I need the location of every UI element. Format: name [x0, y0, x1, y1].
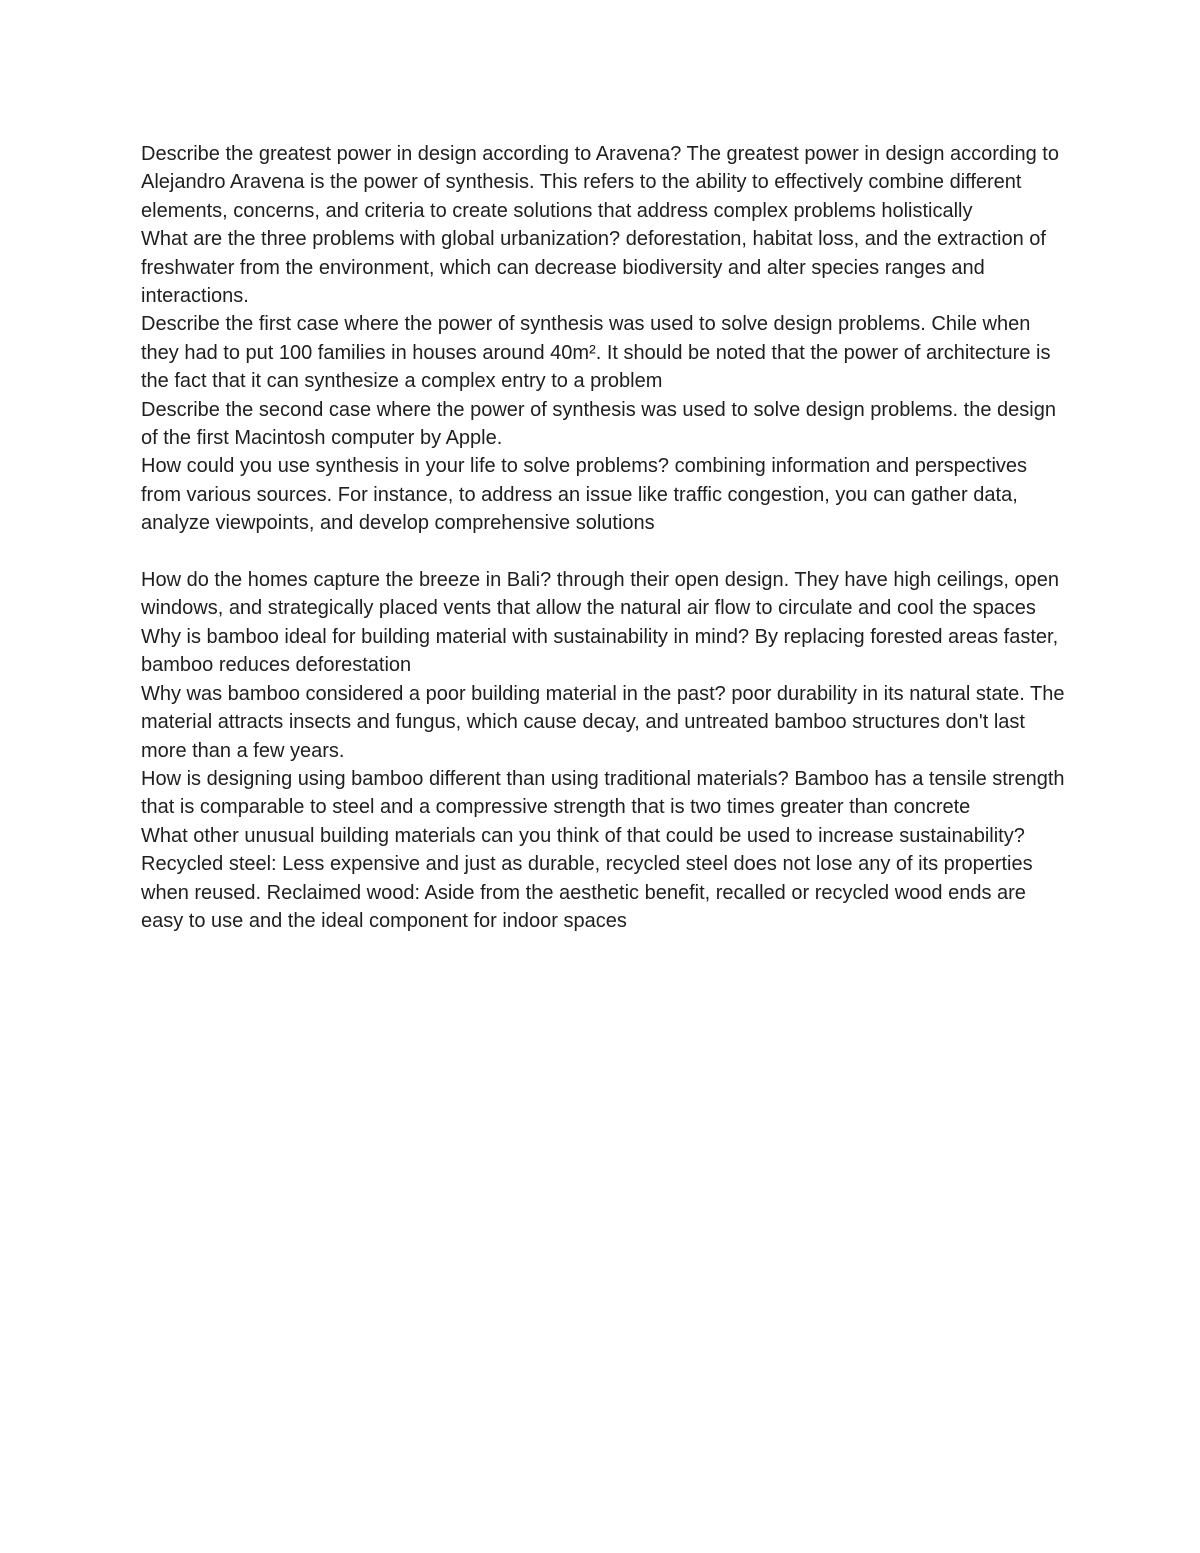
paragraph-synthesis-life: How could you use synthesis in your life to solve problems? combining information and perspectives from various sources. For instance, to address an issue like traffic congestion, you can gather data, analyze viewpoints, and develop comprehensive solutions [141, 455, 1028, 535]
paragraph-bali-breeze: How do the homes capture the breeze in Bali? through their open design. They have high ceilings, open windows, and strategically placed vents that allow the natural air flow to circulate and cool the spaces [141, 569, 1060, 620]
paragraph-bamboo-design: How is designing using bamboo different than using traditional materials? Bamboo has a tensile strength that is comparable to steel and a compressive strength that is two times greater than concrete [141, 767, 1065, 819]
paragraph-bamboo-ideal: Why is bamboo ideal for building material with sustainability in mind? By replacing forested areas faster, bamboo reduces deforestation [141, 625, 1059, 677]
paragraph-urbanization-problems: What are the three problems with global urbanization? deforestation, habitat loss, and the extraction of freshwater from the environment, which can decrease biodiversity and alter species ranges and interactions. [141, 228, 1046, 308]
blank-line [141, 538, 1066, 566]
paragraph-second-case: Describe the second case where the power of synthesis was used to solve design problems. the design of the first Macintosh computer by Apple. [141, 398, 1056, 450]
paragraph-first-case: Describe the first case where the power of synthesis was used to solve design problems. Chile when they had to put 100 families in houses around 40m². It should be noted that the power of architecture is the fact that it can synthesize a complex entry to a problem [141, 313, 1051, 393]
document-body [141, 140, 1066, 935]
paragraph-unusual-materials: What other unusual building materials can you think of that could be used to increase sustainability? Recycled steel: Less expensive and just as durable, recycled steel does not lose any of its properties when reused. Reclaimed wood: Aside from the aesthetic benefit, recalled or recycled wood ends are easy to use and the ideal component for indoor spaces [141, 824, 1033, 932]
paragraph-aravena-power: Describe the greatest power in design according to Aravena? The greatest power in design according to Alejandro Aravena is the power of synthesis. This refers to the ability to effectively combine different elements, concerns, and criteria to create solutions that address complex problems holistically [141, 143, 1059, 222]
paragraph-bamboo-poor: Why was bamboo considered a poor building material in the past? poor durability in its natural state. The material attracts insects and fungus, which cause decay, and untreated bamboo structures don't last more than a few years. [141, 682, 1065, 762]
